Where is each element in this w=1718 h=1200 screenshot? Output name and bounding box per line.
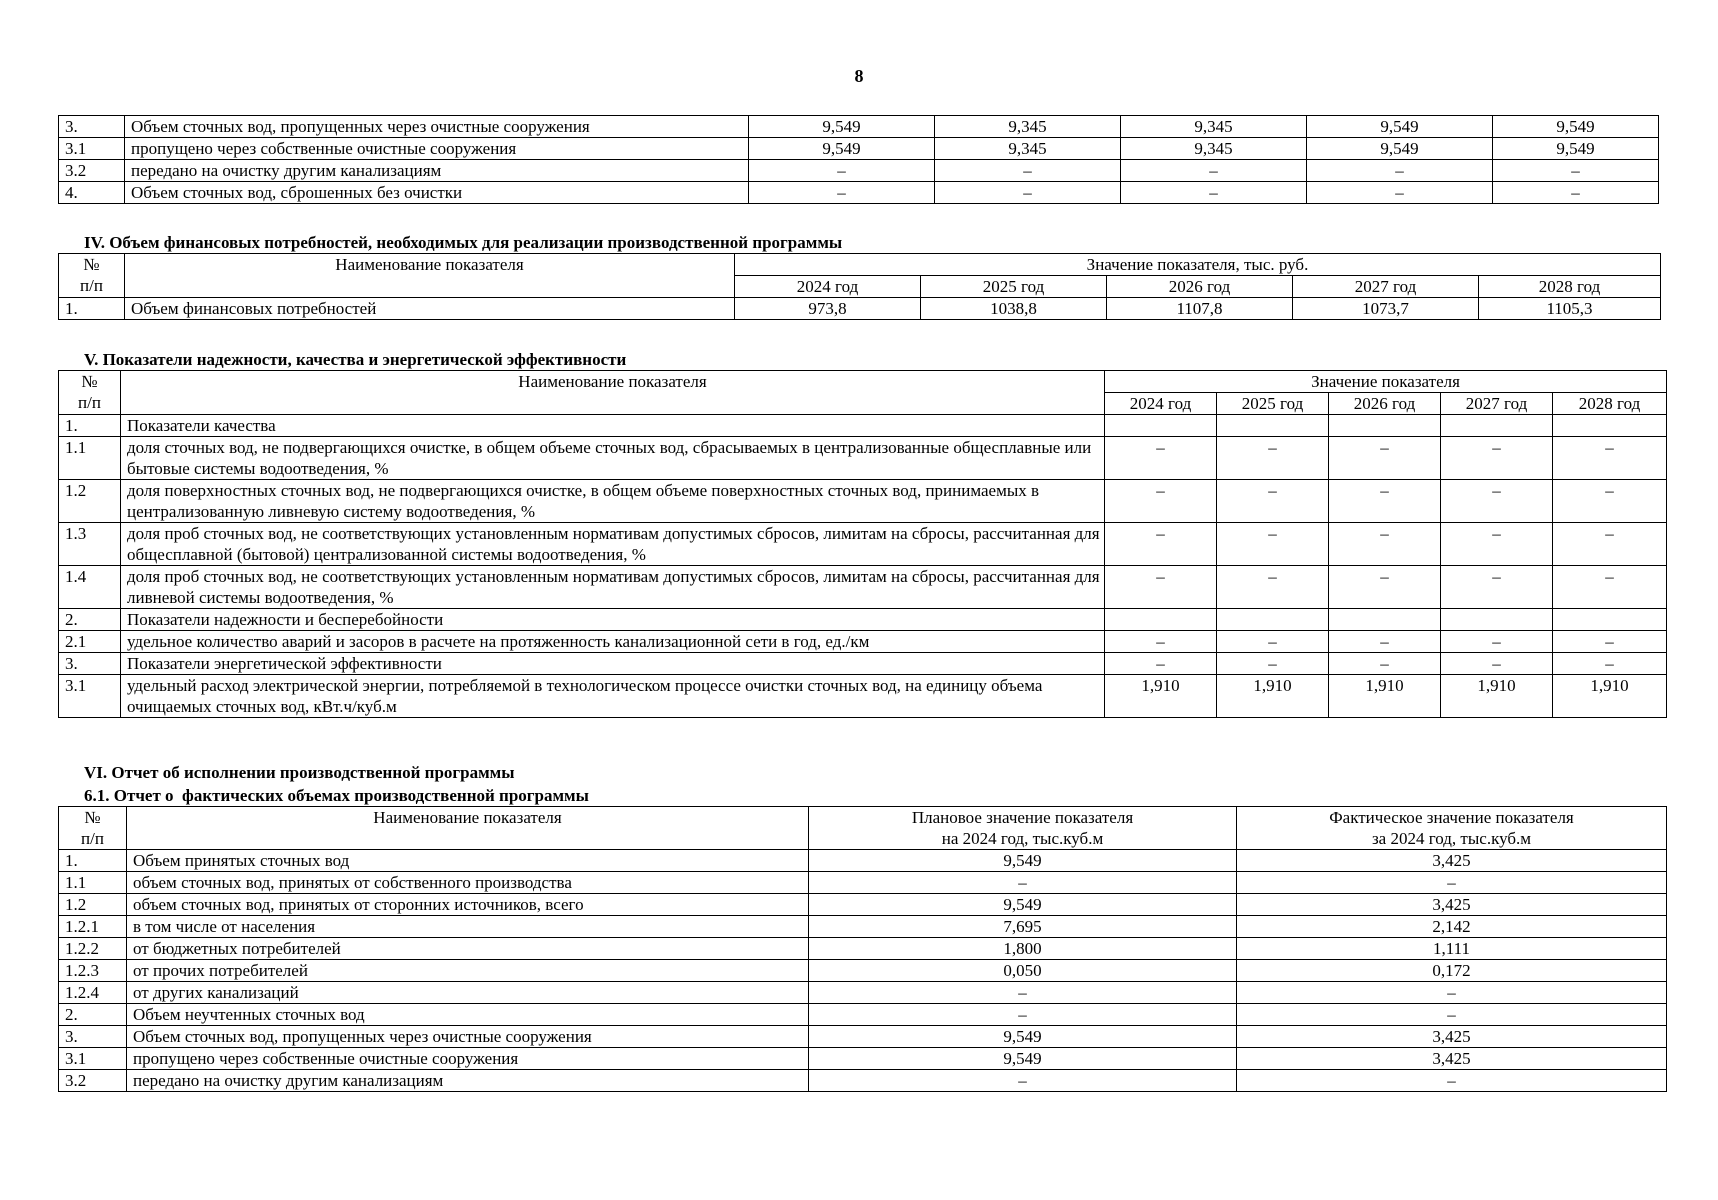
year-header: 2025 год — [1217, 393, 1329, 415]
row-value: 1,910 — [1441, 675, 1553, 718]
header-fact-line1: Фактическое значение показателя — [1329, 808, 1574, 827]
row-name: Показатели качества — [121, 415, 1105, 437]
table-row — [59, 138, 1659, 160]
table-row — [59, 938, 1667, 960]
row-name: Объем неучтенных сточных вод — [127, 1004, 809, 1026]
row-name: объем сточных вод, принятых от собственного производства — [127, 872, 809, 894]
row-name: удельное количество аварий и засоров в расчете на протяженность канализационной сети в год, ед./км — [121, 631, 1105, 653]
row-value: – — [1217, 631, 1329, 653]
row-value: 9,549 — [1493, 116, 1659, 138]
row-name: от бюджетных потребителей — [127, 938, 809, 960]
row-number: 1.2.2 — [59, 938, 127, 960]
row-value: – — [1217, 566, 1329, 609]
row-value: – — [1329, 566, 1441, 609]
row-name: доля проб сточных вод, не соответствующих установленным нормативам допустимых сбросов, лимитам на сбросы, рассчитанная для общесплавной (бытовой) централизованной системы водоотведения, % — [121, 523, 1105, 566]
row-name: в том числе от населения — [127, 916, 809, 938]
row-number: 1.1 — [59, 437, 121, 480]
row-value: – — [1105, 437, 1217, 480]
row-value — [1217, 415, 1329, 437]
header-num — [59, 371, 121, 415]
row-value: – — [935, 182, 1121, 204]
row-name: объем сточных вод, принятых от сторонних источников, всего — [127, 894, 809, 916]
row-name: передано на очистку другим канализациям — [127, 1070, 809, 1092]
row-number: 1. — [59, 298, 125, 320]
header-value-group: Значение показателя, тыс. руб. — [735, 254, 1661, 276]
row-value: 9,549 — [1307, 116, 1493, 138]
table-row — [59, 631, 1667, 653]
section-6-title: VI. Отчет об исполнении производственной программы — [84, 763, 515, 782]
plan-value: 1,800 — [809, 938, 1237, 960]
row-value: 1038,8 — [921, 298, 1107, 320]
row-value — [1329, 415, 1441, 437]
row-value: – — [1441, 566, 1553, 609]
table-row — [59, 182, 1659, 204]
year-header: 2028 год — [1553, 393, 1667, 415]
row-value: 1,910 — [1329, 675, 1441, 718]
row-name: от прочих потребителей — [127, 960, 809, 982]
table-row — [59, 675, 1667, 718]
row-name: пропущено через собственные очистные сооружения — [125, 138, 749, 160]
table-row — [59, 609, 1667, 631]
row-value — [1105, 609, 1217, 631]
row-value: – — [749, 182, 935, 204]
table-row — [59, 916, 1667, 938]
row-value — [1553, 415, 1667, 437]
row-name: доля поверхностных сточных вод, не подвергающихся очистке, в общем объеме поверхностных сточных вод, принимаемых в централизованную ливневую систему водоотведения, % — [121, 480, 1105, 523]
row-number: 2. — [59, 609, 121, 631]
row-number: 1. — [59, 415, 121, 437]
header-num-line2: п/п — [80, 276, 103, 295]
header-plan — [809, 807, 1237, 850]
row-value: 1,910 — [1553, 675, 1667, 718]
row-number: 3. — [59, 1026, 127, 1048]
row-value — [1105, 415, 1217, 437]
table-row — [59, 982, 1667, 1004]
fact-value: 3,425 — [1237, 1026, 1667, 1048]
plan-value: – — [809, 1070, 1237, 1092]
row-value — [1441, 609, 1553, 631]
row-number: 1.2.4 — [59, 982, 127, 1004]
row-number: 1.3 — [59, 523, 121, 566]
row-name: Объем принятых сточных вод — [127, 850, 809, 872]
section-5-title: V. Показатели надежности, качества и энергетической эффективности — [84, 350, 627, 369]
row-value: – — [749, 160, 935, 182]
row-value: 1107,8 — [1107, 298, 1293, 320]
row-value: 9,549 — [1307, 138, 1493, 160]
header-value-group: Значение показателя — [1105, 371, 1667, 393]
fact-value: 1,111 — [1237, 938, 1667, 960]
actual-volumes-report-table — [58, 806, 1667, 1092]
fact-value: – — [1237, 872, 1667, 894]
row-value: – — [1105, 566, 1217, 609]
year-header: 2024 год — [1105, 393, 1217, 415]
table-row — [59, 1070, 1667, 1092]
row-value: – — [1329, 631, 1441, 653]
row-number: 1.1 — [59, 872, 127, 894]
row-number: 3.1 — [59, 1048, 127, 1070]
row-number: 2. — [59, 1004, 127, 1026]
row-name: передано на очистку другим канализациям — [125, 160, 749, 182]
table-row — [59, 1026, 1667, 1048]
table-row — [59, 298, 1661, 320]
row-number: 1.2 — [59, 894, 127, 916]
table-row — [59, 160, 1659, 182]
table-row — [59, 850, 1667, 872]
row-value: – — [1329, 653, 1441, 675]
table-row — [59, 437, 1667, 480]
year-header: 2026 год — [1329, 393, 1441, 415]
year-header: 2027 год — [1441, 393, 1553, 415]
fact-value: 2,142 — [1237, 916, 1667, 938]
header-num — [59, 254, 125, 298]
fact-value: 0,172 — [1237, 960, 1667, 982]
row-number: 3. — [59, 116, 125, 138]
row-value: 9,549 — [749, 138, 935, 160]
row-value: – — [1493, 160, 1659, 182]
row-value: 9,549 — [1493, 138, 1659, 160]
row-name: Объем сточных вод, сброшенных без очистки — [125, 182, 749, 204]
row-name: Показатели энергетической эффективности — [121, 653, 1105, 675]
table-row — [59, 523, 1667, 566]
row-value: 9,549 — [749, 116, 935, 138]
row-value: – — [1493, 182, 1659, 204]
row-value: – — [1553, 437, 1667, 480]
row-value: – — [1553, 523, 1667, 566]
row-name: пропущено через собственные очистные сооружения — [127, 1048, 809, 1070]
row-value: – — [1105, 480, 1217, 523]
section-6-subtitle: 6.1. Отчет о фактических объемах производственной программы — [84, 786, 589, 805]
fact-value: 3,425 — [1237, 850, 1667, 872]
row-value: – — [1441, 523, 1553, 566]
row-value — [1329, 609, 1441, 631]
continued-volume-table — [58, 115, 1659, 204]
row-number: 3.2 — [59, 160, 125, 182]
row-value: – — [1441, 653, 1553, 675]
plan-value: 9,549 — [809, 894, 1237, 916]
row-value: 973,8 — [735, 298, 921, 320]
table-row — [59, 894, 1667, 916]
row-value: – — [1553, 631, 1667, 653]
plan-value: 9,549 — [809, 1048, 1237, 1070]
row-number: 1.4 — [59, 566, 121, 609]
header-fact — [1237, 807, 1667, 850]
header-name: Наименование показателя — [127, 807, 809, 850]
table-row — [59, 480, 1667, 523]
table-row — [59, 872, 1667, 894]
row-value — [1441, 415, 1553, 437]
row-value: – — [1553, 653, 1667, 675]
header-plan-line2: на 2024 год, тыс.куб.м — [941, 829, 1104, 848]
row-number: 1. — [59, 850, 127, 872]
header-plan-line1: Плановое значение показателя — [911, 808, 1134, 827]
row-value: – — [1217, 653, 1329, 675]
row-name: удельный расход электрической энергии, потребляемой в технологическом процессе очистки сточных вод, на единицу объема очищаемых сточных вод, кВт.ч/куб.м — [121, 675, 1105, 718]
year-header: 2025 год — [921, 276, 1107, 298]
row-value: 9,345 — [935, 138, 1121, 160]
row-number: 1.2.1 — [59, 916, 127, 938]
row-number: 1.2.3 — [59, 960, 127, 982]
year-header: 2027 год — [1293, 276, 1479, 298]
table-row — [59, 1004, 1667, 1026]
fact-value: 3,425 — [1237, 894, 1667, 916]
header-num — [59, 807, 127, 850]
header-num-line2: п/п — [78, 393, 101, 412]
header-num-line1: № — [84, 808, 101, 827]
plan-value: 9,549 — [809, 850, 1237, 872]
row-value — [1217, 609, 1329, 631]
row-value: – — [1217, 523, 1329, 566]
row-number: 2.1 — [59, 631, 121, 653]
table-row — [59, 566, 1667, 609]
table-row — [59, 1048, 1667, 1070]
section-4-title: IV. Объем финансовых потребностей, необходимых для реализации производственной программы — [84, 233, 843, 252]
row-value: – — [1105, 631, 1217, 653]
header-num-line2: п/п — [81, 829, 104, 848]
row-value: – — [1329, 437, 1441, 480]
year-header: 2028 год — [1479, 276, 1661, 298]
row-value: 9,345 — [1121, 116, 1307, 138]
table-row — [59, 653, 1667, 675]
header-name: Наименование показателя — [125, 254, 735, 298]
row-value: 1105,3 — [1479, 298, 1661, 320]
row-number: 3.1 — [59, 675, 121, 718]
fact-value: – — [1237, 1070, 1667, 1092]
row-name: Объем сточных вод, пропущенных через очистные сооружения — [125, 116, 749, 138]
plan-value: 0,050 — [809, 960, 1237, 982]
table-row — [59, 116, 1659, 138]
fact-value: 3,425 — [1237, 1048, 1667, 1070]
row-value: – — [1441, 631, 1553, 653]
row-number: 3. — [59, 653, 121, 675]
row-value: – — [1553, 480, 1667, 523]
row-name: Объем сточных вод, пропущенных через очистные сооружения — [127, 1026, 809, 1048]
row-value: 1,910 — [1105, 675, 1217, 718]
row-value: – — [1441, 480, 1553, 523]
fact-value: – — [1237, 1004, 1667, 1026]
year-header: 2026 год — [1107, 276, 1293, 298]
row-value: – — [1121, 160, 1307, 182]
row-value: – — [1217, 480, 1329, 523]
row-value: – — [1105, 523, 1217, 566]
table-row — [59, 415, 1667, 437]
plan-value: – — [809, 982, 1237, 1004]
row-value: – — [935, 160, 1121, 182]
row-value: 1,910 — [1217, 675, 1329, 718]
row-number: 1.2 — [59, 480, 121, 523]
row-number: 4. — [59, 182, 125, 204]
year-header: 2024 год — [735, 276, 921, 298]
row-value: 1073,7 — [1293, 298, 1479, 320]
page-number: 8 — [854, 66, 864, 86]
header-num-line1: № — [81, 372, 98, 391]
fact-value: – — [1237, 982, 1667, 1004]
row-name: доля проб сточных вод, не соответствующих установленным нормативам допустимых сбросов, лимитам на сбросы, рассчитанная для ливневой системы водоотведения, % — [121, 566, 1105, 609]
table-row — [59, 960, 1667, 982]
row-value: 9,345 — [935, 116, 1121, 138]
row-name: доля сточных вод, не подвергающихся очистке, в общем объеме сточных вод, сбрасываемых в централизованные общесплавные или бытовые системы водоотведения, % — [121, 437, 1105, 480]
row-value: – — [1121, 182, 1307, 204]
plan-value: 7,695 — [809, 916, 1237, 938]
row-value: – — [1329, 480, 1441, 523]
plan-value: – — [809, 872, 1237, 894]
header-name: Наименование показателя — [121, 371, 1105, 415]
row-value — [1553, 609, 1667, 631]
row-value: – — [1441, 437, 1553, 480]
header-fact-line2: за 2024 год, тыс.куб.м — [1371, 829, 1532, 848]
row-number: 3.2 — [59, 1070, 127, 1092]
header-num-line1: № — [83, 255, 100, 274]
reliability-quality-table — [58, 370, 1667, 718]
row-number: 3.1 — [59, 138, 125, 160]
row-value: – — [1307, 160, 1493, 182]
row-value: – — [1105, 653, 1217, 675]
plan-value: – — [809, 1004, 1237, 1026]
row-name: Объем финансовых потребностей — [125, 298, 735, 320]
plan-value: 9,549 — [809, 1026, 1237, 1048]
row-name: от других канализаций — [127, 982, 809, 1004]
row-value: – — [1553, 566, 1667, 609]
row-value: – — [1307, 182, 1493, 204]
row-value: – — [1217, 437, 1329, 480]
row-name: Показатели надежности и бесперебойности — [121, 609, 1105, 631]
financial-needs-table — [58, 253, 1661, 320]
row-value: – — [1329, 523, 1441, 566]
row-value: 9,345 — [1121, 138, 1307, 160]
